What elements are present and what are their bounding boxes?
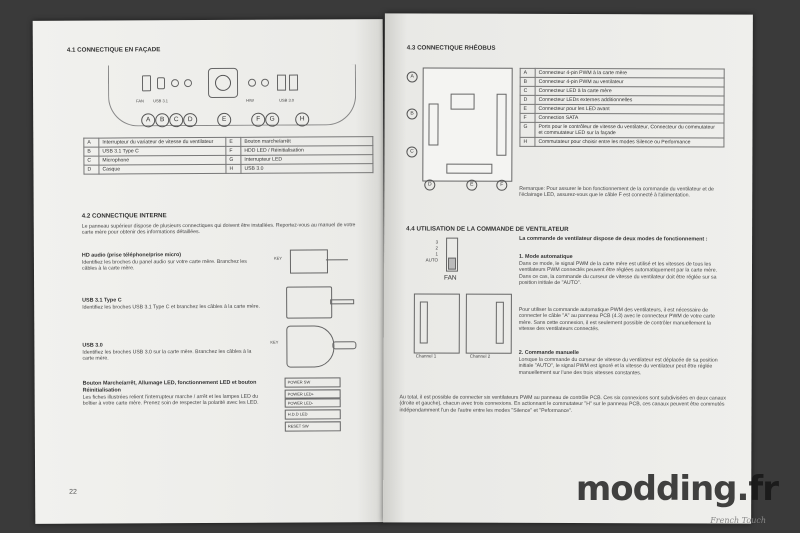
fan-switch-diagram: 3 2 1 AUTO FAN <box>425 239 457 282</box>
front-panel-connectors <box>285 377 341 431</box>
modes-intro: La commande de ventilateur dispose de deux modes de fonctionnement : <box>519 235 708 243</box>
channel-diagram <box>406 289 521 364</box>
usb30-port-icon <box>289 75 298 91</box>
usb30-port-icon <box>277 75 286 91</box>
table-row: B USB 3.1 Type C F HDD LED / Réinitialisation <box>84 146 373 157</box>
usb31-label: USB 3.1 <box>153 98 169 104</box>
remark-text: Remarque: Pour assurer le bon fonctionnement de la commande du ventilateur et de l'éclairage LED, assurez-vous que le câble F est connecté à l'alimentation. <box>519 185 714 199</box>
label-d: D <box>183 113 197 127</box>
table-row: B Connecteur 4-pin PWM au ventilateur <box>520 77 724 87</box>
channel-2-label: Channel 2 <box>469 353 491 359</box>
buttons-text: Les fiches illustrées relient l'interrupteur marche / arrêt et les lampes LED du boîtier à votre carte mère. Prenez soin de respecter la polarité avec les LED. <box>82 393 259 408</box>
key-label: KEY <box>270 339 279 345</box>
label-f: F <box>251 113 265 127</box>
connector-power-led-minus: POWER LED- <box>285 398 341 407</box>
pcb-diagram: A B C D E F <box>406 63 516 188</box>
front-panel-table <box>83 136 373 175</box>
usb31-title: USB 3.1 Type C <box>82 297 122 304</box>
hw-label: H/W <box>246 97 254 103</box>
label-g: G <box>265 113 279 127</box>
connector-power-led-plus: POWER LED+ <box>285 389 341 398</box>
table-row: A Connecteur 4-pin PWM à la carte mère <box>520 68 724 78</box>
hd-audio-title: HD audio (prise téléphone/prise micro) <box>81 252 182 259</box>
headphone-jack-icon <box>184 79 192 87</box>
table-row: C Connecteur LED à la carte mère <box>520 86 724 96</box>
hd-audio-connector-icon <box>290 249 328 273</box>
label-a: A <box>141 113 155 127</box>
label-b: B <box>155 113 169 127</box>
fan-switch-icon <box>142 75 151 91</box>
usb31-connector-icon <box>286 286 332 318</box>
mode-2-title: 2. Commande manuelle <box>518 349 579 357</box>
fan-label: FAN <box>443 274 457 282</box>
connector-hdd-led: H.D.D LED <box>285 409 341 419</box>
watermark-logo: modding.fr <box>575 469 778 509</box>
usb-c-port-icon <box>157 77 165 89</box>
mode-2-text: Lorsque la commande du curseur de vitesse du ventilateur est déplacée de sa position initiale "AUTO", le signal PWM est ignoré et la vitesse du ventilateur peut être réglée manuellement sur l'une des trois vitesses constantes. <box>518 356 718 377</box>
section-44-title: 4.4 UTILISATION DE LA COMMANDE DE VENTILATEUR <box>406 225 569 234</box>
page-number: 22 <box>69 488 77 496</box>
label-c: C <box>169 113 183 127</box>
cable-line <box>326 259 348 260</box>
table-row: D Connecteur LEDs externes additionnelles <box>520 95 724 105</box>
label-h: H <box>295 112 309 126</box>
cable-line <box>330 299 354 304</box>
left-page <box>33 19 386 524</box>
reset-button-icon <box>248 79 256 87</box>
section-43-title: 4.3 CONNECTIQUE RHÉOBUS <box>406 44 496 52</box>
section-42-intro: Le panneau supérieur dispose de plusieurs connectiques qui doivent être installées. Reportez-vous au manuel de votre carte mère pour obtenir des informations détaillées. <box>81 222 356 237</box>
buttons-title: Bouton Marche/arrêt, Allumage LED, fonctionnement LED et bouton Réinitialisation <box>82 379 257 394</box>
power-button-icon <box>208 68 238 98</box>
usb30-label: USB 3.0 <box>279 97 295 103</box>
mic-jack-icon <box>171 79 179 87</box>
mode-1-text-2: Pour utiliser la commande automatique PWM des ventilateurs, il est nécessaire de connecter le câble "A" au panneau PCB (4.3) avec le connecteur PWM de votre carte mère. Sans cette connexion, il est seulement possible de contrôler manuellement la vitesse des ventilateurs connectés. <box>518 306 715 333</box>
key-label: KEY <box>273 255 282 261</box>
cable-line <box>332 341 356 349</box>
table-row: A Interrupteur du variateur de vitesse du ventilateur E Bouton marche/arrêt <box>84 137 373 148</box>
watermark-tagline: French Touch <box>710 516 766 525</box>
mode-1-text: Dans ce mode, le signal PWM de la carte mère est utilisé et les vitesses de tous les ventilateurs PWM connectés peuvent être réglées automatiquement par la carte mère. Dans ce cas, la commande du curseur de vitesse du ventilateur doit être réglée sur sa position initiale de "AUTO". <box>518 260 718 287</box>
footer-text: Au total, il est possible de connecter six ventilateurs PWM au panneau de contrôle PCB. Ces six connexions sont subdivisées en deux canaux (droite et gauche), chacun avec trois connexions. En actionnant le commutateur "H" sur le panneau PCB, ces canaux peuvent être commutés indépendamment l'un de l'autre entre les modes "Silence" et "Peformance". <box>399 394 726 414</box>
section-41-title: 4.1 CONNECTIQUE EN FAÇADE <box>66 46 161 54</box>
label-e: E <box>217 113 231 127</box>
led-button-icon <box>261 79 269 87</box>
connector-power-sw: POWER SW <box>285 377 341 387</box>
table-row: D Casque H USB 3.0 <box>84 164 373 175</box>
channel-1-label: Channel 1 <box>415 353 437 359</box>
table-row: C Microphone G Interrupteur LED <box>84 155 373 166</box>
usb30-title: USB 3.0 <box>82 342 103 349</box>
mode-1-title: 1. Mode automatique <box>519 253 573 261</box>
section-42-title: 4.2 CONNECTIQUE INTERNE <box>81 212 167 220</box>
right-page <box>383 13 753 523</box>
rheobus-table <box>519 68 724 148</box>
hd-audio-text: Identifiez les broches du panel audio sur votre carte mère. Branchez les câbles à la carte mère. <box>81 258 247 273</box>
table-row: H Commutateur pour choisir entre les modes Silence ou Performance <box>520 137 724 147</box>
usb30-text: Identifiez les broches USB 3.0 sur la carte mère. Branchez les câbles à la carte mère. <box>82 348 252 363</box>
table-row: E Connecteur pour les LED avant <box>520 104 724 114</box>
table-row: G Ports pour le contrôleur de vitesse du ventilateur, Connecteur du commutateur et commutateur LED sur la façade <box>520 122 724 138</box>
fan-label: FAN <box>136 98 144 104</box>
usb30-connector-icon <box>286 325 334 367</box>
table-row: F Connection SATA <box>520 113 724 123</box>
usb31-text: Identifiez les broches USB 3.1 Type C et branchez les câbles à la carte mère. <box>82 303 261 311</box>
connector-reset-sw: RESET SW <box>285 421 341 431</box>
